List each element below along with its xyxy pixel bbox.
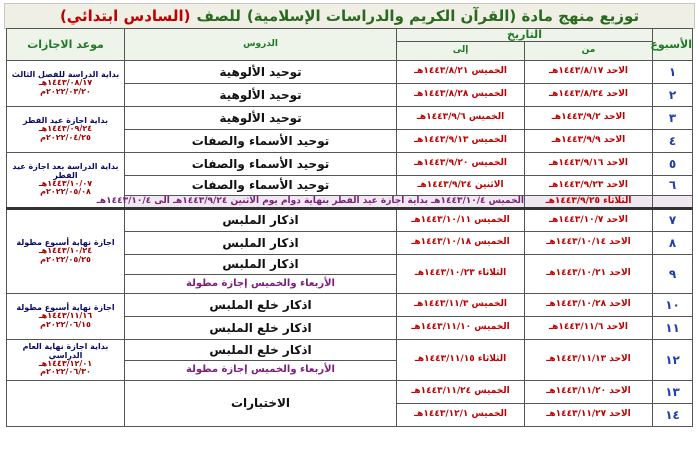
- lesson: توحيد الألوهية: [125, 84, 397, 107]
- title-class-label: للصف: [196, 6, 241, 25]
- date-from: الاحد ١٤٤٣/٨/١٧هـ: [525, 61, 653, 84]
- vacation-hijri: ١٤٤٣/٠٨/١٧هـ: [38, 78, 93, 88]
- date-from: الاحد ١٤٤٣/٩/٩هـ: [525, 130, 653, 153]
- vacation-greg: ٢٠٢٢/٠٥/٠٨م: [40, 187, 91, 197]
- vacation-hijri: ١٤٤٣/١٠/٠٧هـ: [38, 179, 93, 188]
- date-from: الاحد ١٤٤٣/٩/٢٣هـ: [525, 176, 653, 196]
- date-to: الخميس ١٤٤٣/١١/٢٤هـ: [397, 381, 525, 404]
- vacation-cell: [7, 209, 125, 294]
- lesson: توحيد الأسماء والصفات: [125, 153, 397, 176]
- week-number: ١٤: [653, 404, 693, 427]
- date-from: الاحد ١٤٤٣/٩/٢هـ: [525, 107, 653, 130]
- date-from: الاحد ١٤٤٣/١٠/٢١هـ: [525, 255, 653, 294]
- date-from: الاحد ١٤٤٣/١٠/٢٨هـ: [525, 294, 653, 317]
- date-to: الخميس ١٤٤٣/١١/٣هـ: [397, 294, 525, 317]
- title-subject: توزيع منهج مادة (القرآن الكريم والدراسات الإسلامية): [246, 6, 640, 25]
- lesson: توحيد الأسماء والصفات: [125, 176, 397, 196]
- week-number: ٤: [653, 130, 693, 153]
- vacation-greg: ٢٠٢٢/٠٣/٢٠م: [40, 86, 91, 96]
- week-number: ١: [653, 61, 693, 84]
- header-to: إلى: [397, 42, 525, 61]
- date-to: الخميس ١٤٤٣/١١/١٠هـ: [397, 317, 525, 340]
- date-to: الخميس ١٤٤٣/١٠/١١هـ: [397, 209, 525, 232]
- header-from: من: [525, 42, 653, 61]
- date-to: الخميس ١٤٤٣/٩/١٣هـ: [397, 130, 525, 153]
- vacation-title: بداية الدراسة بعد اجازة عيد الفطر: [12, 162, 119, 180]
- date-to: الثلاثاء ١٤٤٣/١٠/٢٣هـ: [397, 255, 525, 294]
- table-row: [7, 107, 693, 130]
- vacation-greg: ٢٠٢٢/٠٦/٣٠م: [40, 367, 91, 377]
- lesson-exams: الاختبارات: [125, 381, 397, 427]
- lesson-note: الأربعاء والخميس إجازة مطولة: [125, 361, 397, 381]
- table-row: [7, 381, 693, 404]
- lesson: اذكار خلع الملبس: [125, 340, 397, 361]
- date-from: الاحد ١٤٤٣/١١/٢٧هـ: [525, 404, 653, 427]
- holiday-from: الثلاثاء ١٤٤٣/٩/٢٥هـ: [525, 196, 653, 209]
- lesson: اذكار خلع الملبس: [125, 294, 397, 317]
- vacation-hijri: ١٤٤٣/٠٩/٢٤هـ: [38, 124, 93, 134]
- vacation-title: بداية اجازة عيد الفطر: [22, 115, 109, 125]
- header-date: التاريخ: [397, 29, 653, 42]
- lesson: توحيد الأسماء والصفات: [125, 130, 397, 153]
- page-title: [4, 3, 695, 29]
- date-to: الثلاثاء ١٤٤٣/١١/١٥هـ: [397, 340, 525, 381]
- table-row: [7, 153, 693, 176]
- table-row: [7, 294, 693, 317]
- date-from: الاحد ١٤٤٣/١٠/٧هـ: [525, 209, 653, 232]
- date-to: الخميس ١٤٤٣/٩/٢٠هـ: [397, 153, 525, 176]
- week-number: ٢: [653, 84, 693, 107]
- holiday-description: بداية اجازة عيد الفطر بنهاية دوام يوم الاثنين ١٤٤٣/٩/٢٤هـ الى ١٤٤٣/١٠/٤هـ: [96, 195, 428, 206]
- lesson-note: الأربعاء والخميس إجازة مطولة: [125, 275, 397, 294]
- vacation-greg: ٢٠٢٢/٠٦/١٥م: [40, 319, 91, 329]
- lesson: اذكار الملبس: [125, 232, 397, 255]
- date-to: الخميس ١٤٤٣/٩/٦هـ: [397, 107, 525, 130]
- week-number: ١٣: [653, 381, 693, 404]
- date-from: الاحد ١٤٤٣/١٠/١٤هـ: [525, 232, 653, 255]
- vacation-cell-empty: [7, 381, 125, 427]
- lesson: توحيد الألوهية: [125, 107, 397, 130]
- week-number: ٧: [653, 209, 693, 232]
- vacation-cell: [7, 294, 125, 340]
- week-number: ١٢: [653, 340, 693, 381]
- holiday-to: الخميس ١٤٤٣/١٠/٤هـ: [431, 195, 525, 206]
- week-number: ٦: [653, 176, 693, 196]
- vacation-hijri: ١٤٤٣/١١/١٦هـ: [38, 311, 93, 321]
- table-row: [7, 340, 693, 361]
- week-number: ١١: [653, 317, 693, 340]
- date-to: الخميس ١٤٤٣/١٠/١٨هـ: [397, 232, 525, 255]
- vacation-cell: [7, 61, 125, 107]
- vacation-title: اجازة نهاية أسبوع مطولة: [16, 237, 115, 247]
- date-to: الخميس ١٤٤٣/١٢/١هـ: [397, 404, 525, 427]
- vacation-title: بداية الدراسة للفصل الثالث: [11, 69, 120, 79]
- lesson: اذكار الملبس: [125, 255, 397, 275]
- vacation-hijri: ١٤٤٣/١٠/٢٤هـ: [38, 246, 93, 256]
- week-number: ٣: [653, 107, 693, 130]
- vacation-cell: [7, 340, 125, 381]
- date-to: الخميس ١٤٤٣/٨/٢٨هـ: [397, 84, 525, 107]
- vacation-hijri: ١٤٤٣/١٢/٠١هـ: [38, 359, 93, 368]
- week-number: ٥: [653, 153, 693, 176]
- date-to: الخميس ١٤٤٣/٨/٢١هـ: [397, 61, 525, 84]
- vacation-title: اجازة نهاية أسبوع مطولة: [16, 302, 115, 312]
- title-class: (السادس ابتدائي): [59, 6, 191, 25]
- schedule-table: [6, 28, 693, 427]
- table-row: [7, 61, 693, 84]
- vacation-greg: ٢٠٢٢/٠٤/٢٥م: [40, 132, 91, 142]
- holiday-week-cell: [653, 196, 693, 209]
- holiday-text: [96, 195, 525, 209]
- date-from: الاحد ١٤٤٣/٩/١٦هـ: [525, 153, 653, 176]
- date-from: الاحد ١٤٤٣/١١/١٣هـ: [525, 340, 653, 381]
- lesson: اذكار الملبس: [125, 209, 397, 232]
- week-number: ١٠: [653, 294, 693, 317]
- lesson: اذكار خلع الملبس: [125, 317, 397, 340]
- date-from: الاحد ١٤٤٣/٨/٢٤هـ: [525, 84, 653, 107]
- header-week: الأسبوع: [653, 29, 693, 61]
- vacation-cell: [7, 107, 125, 153]
- vacation-greg: ٢٠٢٢/٠٥/٢٥م: [40, 254, 91, 264]
- vacation-title: بداية اجازة نهاية العام الدراسي: [22, 342, 109, 360]
- date-from: الاحد ١٤٤٣/١١/٢٠هـ: [525, 381, 653, 404]
- date-from: الاحد ١٤٤٣/١١/٦هـ: [525, 317, 653, 340]
- header-lessons: الدروس: [125, 29, 397, 61]
- date-to: الاثنين ١٤٤٣/٩/٢٤هـ: [397, 176, 525, 196]
- week-number: ٩: [653, 255, 693, 294]
- header-vacations: موعد الاجازات: [7, 29, 125, 61]
- table-row: [7, 209, 693, 232]
- lesson: توحيد الألوهية: [125, 61, 397, 84]
- week-number: ٨: [653, 232, 693, 255]
